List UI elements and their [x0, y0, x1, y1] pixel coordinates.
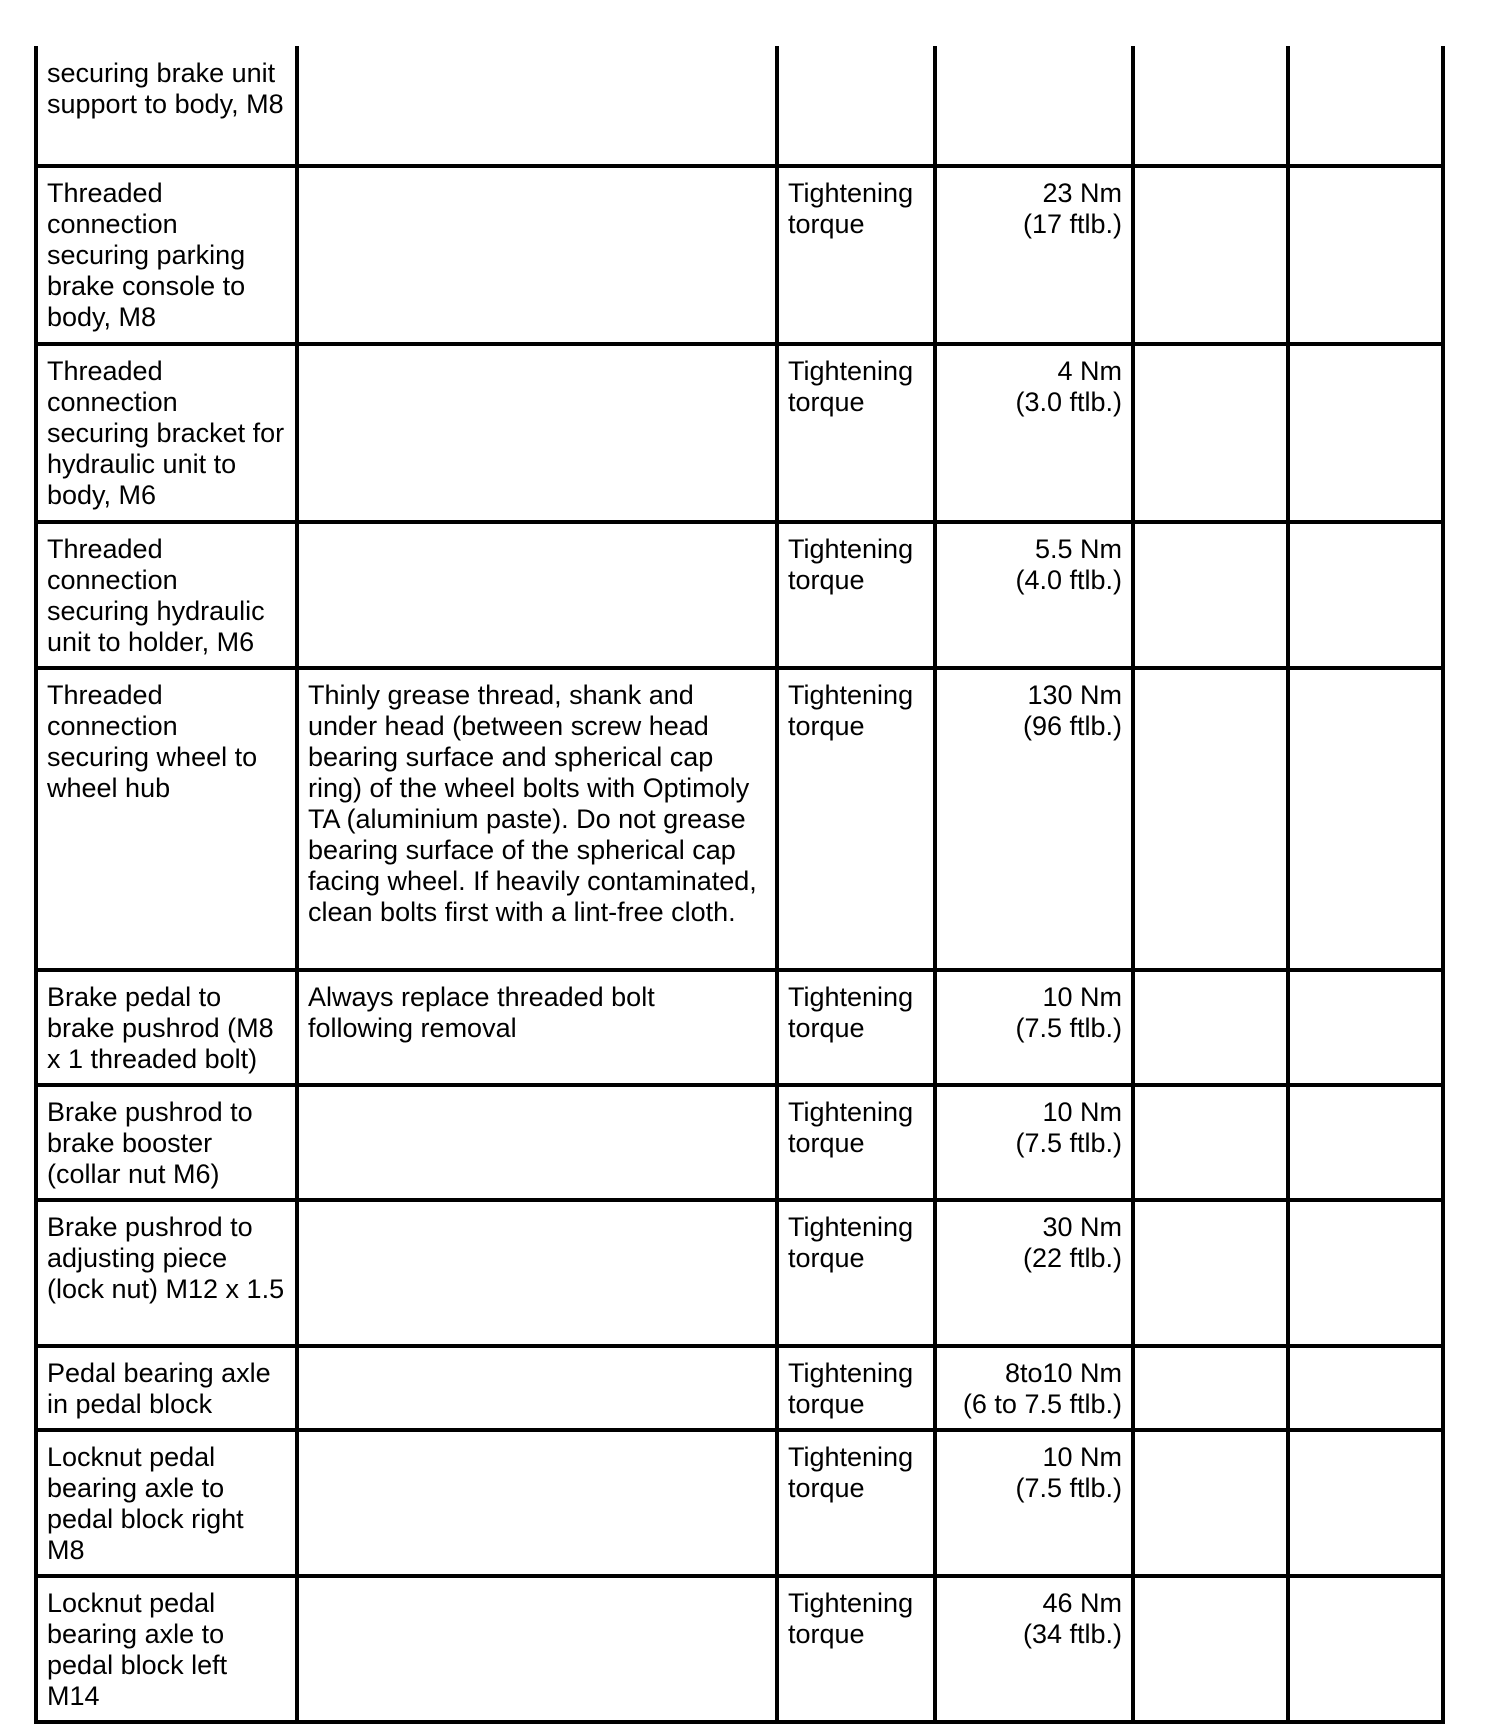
empty-cell — [1288, 522, 1443, 668]
component-cell: Brake pushrod to brake booster (collar nut M6) — [36, 1085, 297, 1200]
table-row — [36, 970, 1443, 1085]
empty-cell — [1288, 1085, 1443, 1200]
value-cell — [935, 1200, 1133, 1346]
value-cell — [935, 46, 1133, 166]
empty-cell — [1288, 970, 1443, 1085]
table-row — [36, 522, 1443, 668]
value-metric: 23 Nm — [1042, 178, 1122, 208]
value-cell — [935, 1085, 1133, 1200]
torque-spec-table — [34, 46, 1445, 1724]
empty-cell — [1288, 1430, 1443, 1576]
component-cell: Brake pushrod to adjusting piece (lock nut) M12 x 1.5 — [36, 1200, 297, 1346]
table-row — [36, 344, 1443, 522]
note-cell — [297, 1085, 777, 1200]
value-metric: 4 Nm — [1057, 356, 1122, 386]
note-cell — [297, 166, 777, 344]
component-cell: Threaded connection securing bracket for hydraulic unit to body, M6 — [36, 344, 297, 522]
value-imperial: (34 ftlb.) — [1022, 1619, 1122, 1649]
table-row — [36, 1576, 1443, 1722]
empty-cell — [1288, 344, 1443, 522]
value-imperial: (3.0 ftlb.) — [1015, 387, 1122, 417]
note-cell: Always replace threaded bolt following removal — [297, 970, 777, 1085]
type-cell: Tightening torque — [777, 1576, 935, 1722]
empty-cell — [1133, 522, 1288, 668]
table-row — [36, 1200, 1443, 1346]
table-row — [36, 1085, 1443, 1200]
table-row — [36, 1430, 1443, 1576]
value-imperial: (17 ftlb.) — [1022, 209, 1122, 239]
component-cell: Locknut pedal bearing axle to pedal block right M8 — [36, 1430, 297, 1576]
value-imperial: (7.5 ftlb.) — [1015, 1473, 1122, 1503]
empty-cell — [1133, 1430, 1288, 1576]
value-metric: 8to10 Nm — [1004, 1358, 1122, 1388]
empty-cell — [1288, 668, 1443, 970]
empty-cell — [1288, 166, 1443, 344]
value-metric: 10 Nm — [1042, 1442, 1122, 1472]
value-cell — [935, 344, 1133, 522]
value-imperial: (96 ftlb.) — [1022, 711, 1122, 741]
table-row — [36, 46, 1443, 166]
type-cell: Tightening torque — [777, 1200, 935, 1346]
value-cell — [935, 1430, 1133, 1576]
note-cell — [297, 46, 777, 166]
empty-cell — [1133, 344, 1288, 522]
type-cell: Tightening torque — [777, 1346, 935, 1430]
value-metric: 5.5 Nm — [1034, 534, 1122, 564]
value-metric: 10 Nm — [1042, 1097, 1122, 1127]
component-cell: Threaded connection securing wheel to wheel hub — [36, 668, 297, 970]
component-cell: Threaded connection securing parking brake console to body, M8 — [36, 166, 297, 344]
empty-cell — [1288, 1576, 1443, 1722]
type-cell: Tightening torque — [777, 344, 935, 522]
table-body — [36, 46, 1443, 1722]
note-cell — [297, 1576, 777, 1722]
value-metric: 130 Nm — [1027, 680, 1122, 710]
note-cell — [297, 1346, 777, 1430]
empty-cell — [1133, 970, 1288, 1085]
value-imperial: (22 ftlb.) — [1022, 1243, 1122, 1273]
empty-cell — [1133, 1200, 1288, 1346]
empty-cell — [1133, 1085, 1288, 1200]
table-row — [36, 1346, 1443, 1430]
value-cell — [935, 668, 1133, 970]
type-cell: Tightening torque — [777, 1430, 935, 1576]
note-cell — [297, 1200, 777, 1346]
note-cell: Thinly grease thread, shank and under head (between screw head bearing surface and spherical cap ring) of the wheel bolts with Optimoly TA (aluminium paste). Do not grease bearing surface of the spherical cap facing wheel. If heavily contaminated, clean bolts first with a lint-free cloth. — [297, 668, 777, 970]
empty-cell — [1133, 166, 1288, 344]
type-cell: Tightening torque — [777, 522, 935, 668]
value-metric: 10 Nm — [1042, 982, 1122, 1012]
component-cell: Threaded connection securing hydraulic unit to holder, M6 — [36, 522, 297, 668]
component-cell: Locknut pedal bearing axle to pedal block left M14 — [36, 1576, 297, 1722]
component-cell: securing brake unit support to body, M8 — [36, 46, 297, 166]
value-imperial: (4.0 ftlb.) — [1015, 565, 1122, 595]
note-cell — [297, 522, 777, 668]
type-cell: Tightening torque — [777, 668, 935, 970]
value-imperial: (7.5 ftlb.) — [1015, 1128, 1122, 1158]
table-row — [36, 668, 1443, 970]
empty-cell — [1133, 1346, 1288, 1430]
value-cell — [935, 522, 1133, 668]
value-imperial: (7.5 ftlb.) — [1015, 1013, 1122, 1043]
value-cell — [935, 166, 1133, 344]
value-cell — [935, 1576, 1133, 1722]
value-cell — [935, 1346, 1133, 1430]
type-cell: Tightening torque — [777, 166, 935, 344]
empty-cell — [1288, 1346, 1443, 1430]
value-imperial: (6 to 7.5 ftlb.) — [962, 1389, 1122, 1419]
type-cell: Tightening torque — [777, 970, 935, 1085]
type-cell — [777, 46, 935, 166]
component-cell: Pedal bearing axle in pedal block — [36, 1346, 297, 1430]
empty-cell — [1288, 46, 1443, 166]
note-cell — [297, 1430, 777, 1576]
empty-cell — [1133, 1576, 1288, 1722]
empty-cell — [1133, 668, 1288, 970]
component-cell: Brake pedal to brake pushrod (M8 x 1 threaded bolt) — [36, 970, 297, 1085]
note-cell — [297, 344, 777, 522]
value-metric: 30 Nm — [1042, 1212, 1122, 1242]
empty-cell — [1288, 1200, 1443, 1346]
value-cell — [935, 970, 1133, 1085]
table-row — [36, 166, 1443, 344]
value-metric: 46 Nm — [1042, 1588, 1122, 1618]
type-cell: Tightening torque — [777, 1085, 935, 1200]
empty-cell — [1133, 46, 1288, 166]
